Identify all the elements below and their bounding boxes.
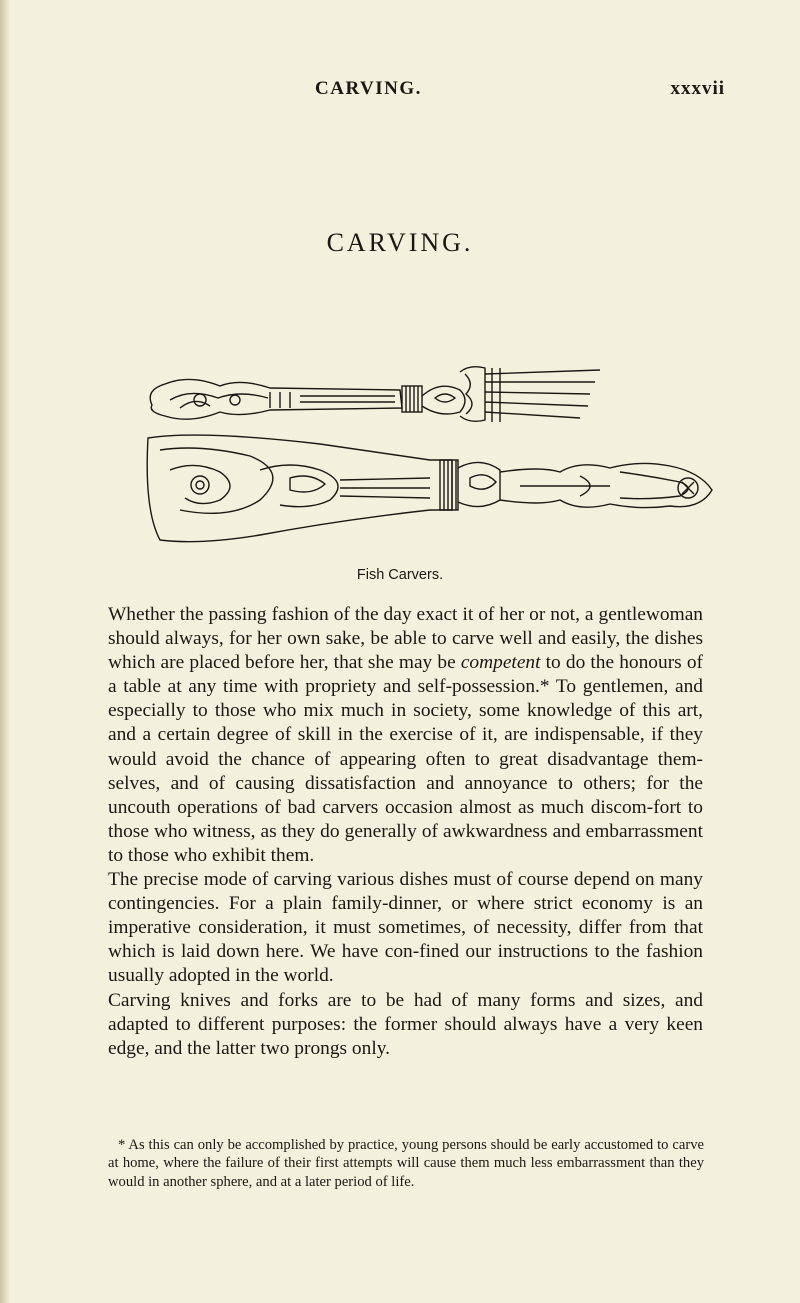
figure-caption: Fish Carvers. [356,567,444,583]
paragraph-1-end: to do the honours of a table at any time with propriety and self-possession.* To gentlemen, and especially to those who mix much in society, some knowledge of this art, and a certain degree of skill in the exercise of it, are indispensable, if they would avoid the chance of appearing often to great disadvantage them-selves, and of causing dissatisfaction and annoyance to others; for the uncouth operations of bad carvers occasion almost as much discom-fort to those who witness, as they do generally of awkwardness and embarrassment to those who exhibit them. [108,652,703,866]
running-head [315,78,725,108]
fish-carvers-illustration [140,360,720,560]
page-number: xxxvii [670,78,725,99]
fish-fork-engraving [150,367,600,422]
emphasis-competent: competent [460,652,541,674]
paragraph-1-start: Whether the passing fashion of the day exact it of her or not, a gentlewoman should always, for her own sake, be able to carve well and easily, the dishes which are placed before her, that she may be [108,604,703,674]
footnote [108,1136,704,1191]
paragraph-3: Carving knives and forks are to be had of many forms and sizes, and adapted to different purposes: the former should always have a very keen edge, and the latter two prongs only. [108,989,703,1059]
paragraph-1 [108,603,703,868]
chapter-title: CARVING. [326,228,474,257]
paragraph-2: The precise mode of carving various dishes must of course depend on many contingencies. For a plain family-dinner, or where strict economy is an imperative consideration, it must sometimes, of necessity, differ from that which is laid down here. We have con-fined our instructions to the fashion usually adopted in the world. [108,869,703,987]
fish-knife-engraving [147,435,712,542]
page-gutter [0,0,10,1303]
body-text [108,603,703,1061]
footnote-text: * As this can only be accomplished by practice, young persons should be early accustomed to carve at home, where the failure of their first attempts will cause them much less embarrassment than they would in another sphere, and at a later period of life. [108,1137,704,1190]
running-head-title: CARVING. [315,78,422,99]
